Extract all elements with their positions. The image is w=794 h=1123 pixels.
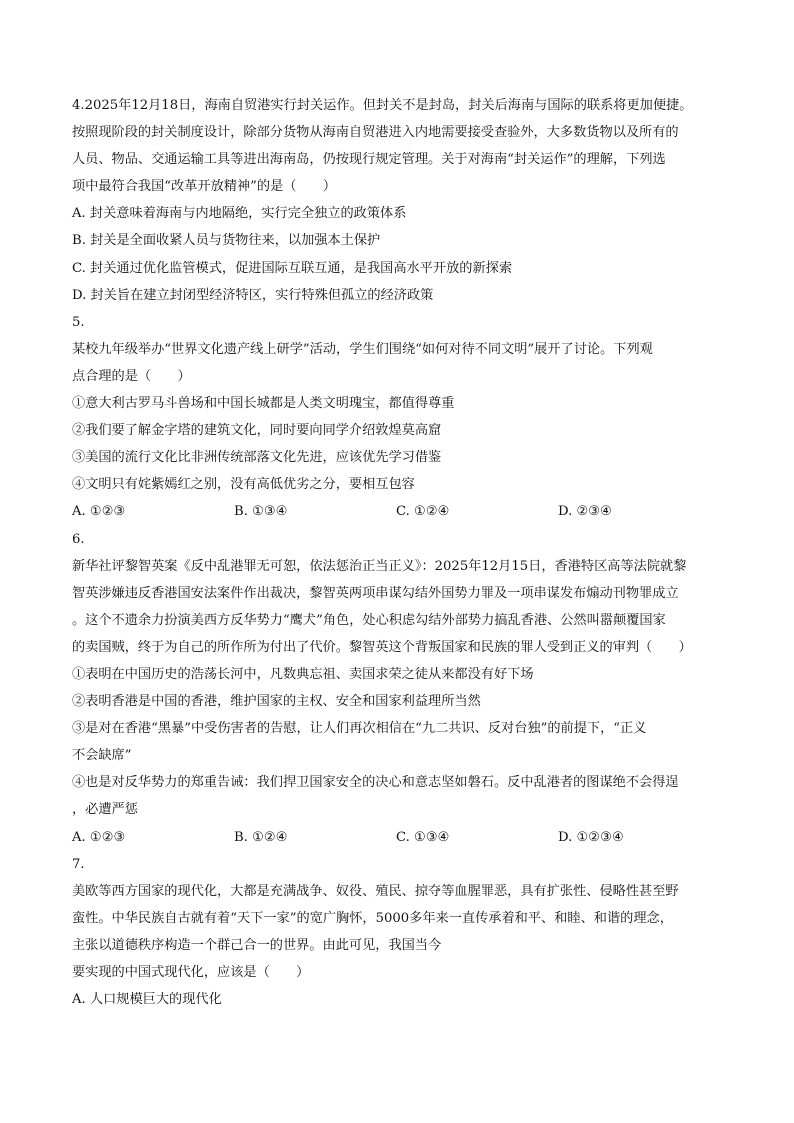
question-6-statement-1: ①表明在中国历史的浩荡长河中，凡数典忘祖、卖国求荣之徒从来都没有好下场: [72, 666, 534, 682]
question-4-stem-line: 项中最符合我国“改革开放精神”的是（ ）: [72, 179, 337, 195]
question-4-option-b: B. 封关是全面收紧人员与货物往来，以加强本土保护: [72, 233, 381, 249]
question-5-stem-line: 某校九年级举办“世界文化遗产线上研学”活动，学生们围绕“如何对待不同文明”展开了讨论。下列观: [72, 341, 653, 357]
question-6-choice-d: D. ①②③④: [558, 829, 624, 845]
question-6-statement-3: ③是对在香港“黑暴”中受伤害者的告慰，让人们再次相信在“九二共识、反对台独”的前提下，“正义: [72, 721, 647, 737]
question-6-statement-2: ②表明香港是中国的香港，维护国家的主权、安全和国家利益理所当然: [72, 694, 481, 710]
question-6-stem-line: 。这个不遗余力扮演美西方反华势力“鹰犬”角色，处心积虑勾结外部势力搞乱香港、公然叫嚣颠覆国家: [72, 612, 666, 628]
question-4-stem-line: 4.2025年12月18日，海南自贸港实行封关运作。但封关不是封岛，封关后海南与国际的联系将更加便捷。: [72, 98, 693, 113]
question-5: [72, 309, 722, 526]
question-5-choice-c: C. ①②④: [396, 504, 450, 520]
question-4-option-c: C. 封关通过优化监管模式，促进国际互联互通，是我国高水平开放的新探索: [72, 260, 513, 276]
question-7-stem-line: 美欧等西方国家的现代化，大都是充满战争、奴役、殖民、掠夺等血腥罪恶，具有扩张性、侵略性甚至野: [72, 883, 679, 899]
question-6-statement-4: ④也是对反华势力的郑重告诫：我们捍卫国家安全的决心和意志坚如磐石。反中乱港者的图谋绝不会得逞: [72, 775, 679, 791]
question-5-choices: [72, 498, 722, 525]
question-7-number: 7.: [72, 856, 85, 872]
question-7: [72, 851, 722, 1014]
question-7-option-a: A. 人口规模巨大的现代化: [72, 992, 222, 1008]
question-5-choice-d: D. ②③④: [558, 504, 612, 520]
question-6-choice-a: A. ①②③: [72, 829, 126, 845]
question-7-stem-line: 蛮性。中华民族自古就有着“天下一家”的宽广胸怀，5000多年来一直传承着和平、和睦、和谐的理念，: [72, 910, 673, 926]
question-7-stem-line: 主张以道德秩序构造一个群己合一的世界。由此可见，我国当今: [72, 937, 442, 953]
question-7-stem-line: 要实现的中国式现代化，应该是（ ）: [72, 965, 310, 980]
question-5-statement-2: ②我们要了解金字塔的建筑文化，同时要向同学介绍敦煌莫高窟: [72, 423, 442, 439]
question-6-statement-4-cont: ，必遭严惩: [72, 802, 138, 818]
question-6-number: 6.: [72, 531, 85, 547]
question-4: [72, 92, 722, 309]
question-4-stem-line: 按照现阶段的封关制度设计，除部分货物从海南自贸港进入内地需要接受查验外，大多数货物以及所有的: [72, 125, 679, 141]
question-5-statement-1: ①意大利古罗马斗兽场和中国长城都是人类文明瑰宝，都值得尊重: [72, 396, 455, 412]
question-6-choice-c: C. ①③④: [396, 829, 450, 845]
question-6: [72, 526, 722, 851]
exam-page: [72, 92, 722, 1013]
question-6-choices: [72, 824, 722, 851]
question-4-stem-line: 人员、物品、交通运输工具等进出海南岛，仍按现行规定管理。关于对海南“封关运作”的理解，下列选: [72, 152, 666, 168]
question-5-number: 5.: [72, 314, 85, 330]
question-6-stem-line: 新华社评黎智英案《反中乱港罪无可恕，依法惩治正当正义》：2025年12月15日，香港特区高等法院就黎: [72, 558, 687, 574]
question-6-stem-line: 智英涉嫌违反香港国安法案件作出裁决，黎智英两项串谋勾结外国势力罪及一项串谋发布煽动刊物罪成立: [72, 585, 679, 601]
question-6-statement-3-cont: 不会缺席”: [72, 748, 132, 764]
question-4-option-a: A. 封关意味着海南与内地隔绝，实行完全独立的政策体系: [72, 206, 407, 222]
question-5-statement-3: ③美国的流行文化比非洲传统部落文化先进，应该优先学习借鉴: [72, 450, 442, 466]
question-5-choice-b: B. ①③④: [234, 504, 288, 520]
question-5-stem-line: 点合理的是（ ）: [72, 368, 191, 384]
question-6-stem-line: 的卖国贼，终于为自己的所作所为付出了代价。黎智英这个背叛国家和民族的罪人受到正义的审判（ ）: [72, 639, 692, 655]
question-6-choice-b: B. ①②④: [234, 829, 288, 845]
question-4-option-d: D. 封关旨在建立封闭型经济特区，实行特殊但孤立的经济政策: [72, 287, 434, 303]
question-5-statement-4: ④文明只有姹紫嫣红之别，没有高低优劣之分，要相互包容: [72, 477, 415, 493]
question-5-choice-a: A. ①②③: [72, 504, 126, 520]
